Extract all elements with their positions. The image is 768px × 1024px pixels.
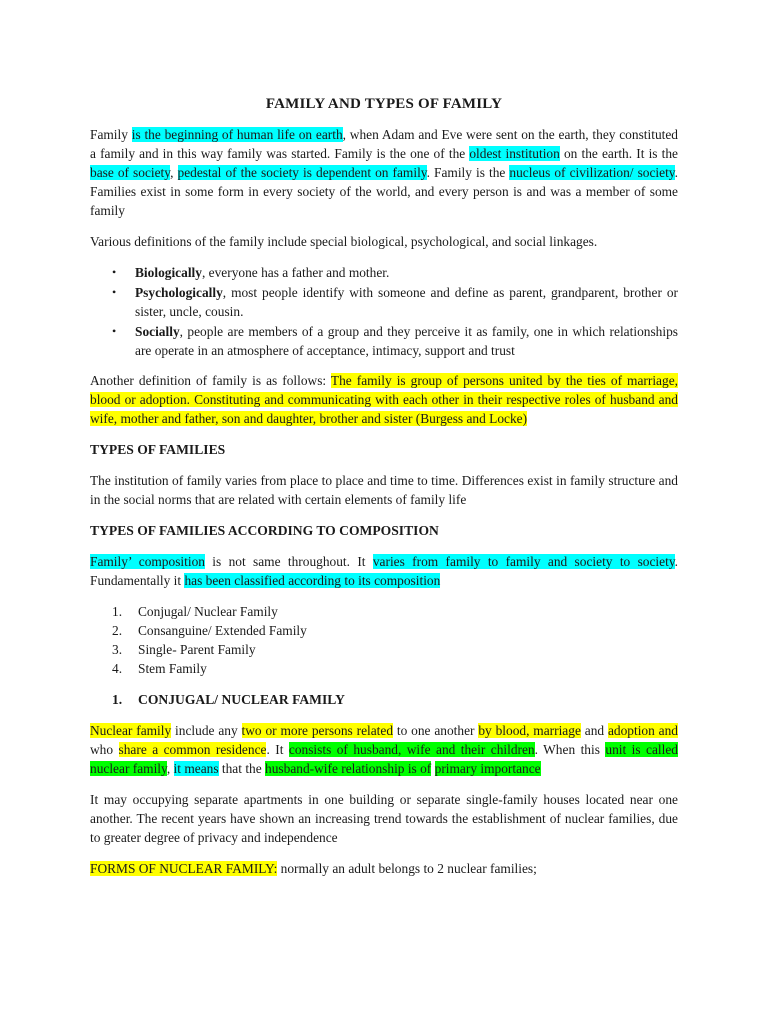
list-label: Single- Parent Family xyxy=(138,642,256,657)
family-types-list xyxy=(90,602,678,678)
document-page xyxy=(90,95,678,890)
list-number: 3. xyxy=(112,642,123,657)
list-item xyxy=(90,322,678,360)
text-run: . Families exist in some form in every society of the world, and every person is and was a member of some family xyxy=(90,165,678,218)
bullet-icon: • xyxy=(112,324,117,338)
text-run: is not same throughout. It xyxy=(204,554,373,569)
text-run: include any xyxy=(171,723,242,738)
highlight-green: primary importance xyxy=(434,761,541,776)
forms-of-nuclear-family-paragraph xyxy=(90,859,678,878)
text-run: normally an adult belongs to 2 nuclear families; xyxy=(277,861,537,876)
composition-paragraph xyxy=(90,552,678,590)
list-label: Conjugal/ Nuclear Family xyxy=(138,604,278,619)
separate-apartments-paragraph: It may occupying separate apartments in one building or separate single-family houses located near one another. The recent years have shown an increasing trend towards the establishment of nuclear families, due to greater degree of privacy and independence xyxy=(90,792,678,845)
bullet-text: , everyone has a father and mother. xyxy=(201,265,390,280)
highlight-cyan: oldest institution xyxy=(469,146,560,161)
highlight-green: unit is called nuclear family xyxy=(90,742,679,776)
bullet-icon: • xyxy=(112,285,117,299)
highlight-cyan: Family’ composition xyxy=(90,554,205,569)
list-item xyxy=(90,602,678,621)
list-item xyxy=(90,640,678,659)
highlight-yellow: FORMS OF NUCLEAR FAMILY: xyxy=(90,861,278,876)
bullet-term: Socially xyxy=(135,324,180,339)
highlight-yellow: two or more persons related xyxy=(241,723,394,738)
highlight-cyan: is the beginning of human life on earth xyxy=(131,127,343,142)
highlight-cyan: pedestal of the society is dependent on family xyxy=(177,165,427,180)
composition-heading: TYPES OF FAMILIES ACCORDING TO COMPOSITION xyxy=(90,523,439,538)
list-label: Consanguine/ Extended Family xyxy=(138,623,307,638)
definitions-intro: Various definitions of the family include special biological, psychological, and social linkages. xyxy=(90,234,598,249)
text-run: and xyxy=(580,723,608,738)
list-item xyxy=(90,659,678,678)
definitions-list xyxy=(90,263,678,360)
text-run: , when Adam and Eve were sent on the earth, they constituted a family and in this way family was started. Family is the one of the xyxy=(90,127,678,161)
highlight-cyan: has been classified according to its composition xyxy=(184,573,441,588)
highlight-green: consists of husband, wife and their children xyxy=(288,742,535,757)
text-run: to one another xyxy=(393,723,479,738)
highlight-yellow: by blood, marriage xyxy=(478,723,581,738)
highlight-yellow: The family is group of persons united by the ties of marriage, blood or adoption. Constituting and communicating with each other in their respective roles of husband and wife, mother and father, son and daughter, brother and sister (Burgess and Locke) xyxy=(90,373,678,426)
highlight-yellow: Nuclear family xyxy=(90,723,172,738)
nuclear-family-paragraph xyxy=(90,721,678,778)
list-item xyxy=(90,263,678,282)
text-run: . It xyxy=(266,742,289,757)
highlight-cyan: nucleus of civilization/ society xyxy=(509,165,675,180)
text-run: . Fundamentally it xyxy=(90,554,678,588)
text-run: that the xyxy=(218,761,266,776)
list-item xyxy=(90,283,678,321)
types-paragraph: The institution of family varies from place to place and time to time. Differences exist in family structure and in the social norms that are related with certain elements of family life xyxy=(90,473,678,507)
list-number: 2. xyxy=(112,623,123,638)
highlight-cyan: varies from family to family and society to society xyxy=(372,554,675,569)
document-title: FAMILY AND TYPES OF FAMILY xyxy=(265,96,503,112)
bullet-term: Psychologically xyxy=(135,285,223,300)
highlight-cyan: it means xyxy=(173,761,219,776)
text-run: Another definition of family is as follows: xyxy=(90,373,331,388)
text-run: . When this xyxy=(534,742,606,757)
list-number: 1. xyxy=(112,604,123,619)
text-run: . Family is the xyxy=(426,165,510,180)
highlight-yellow: adoption and xyxy=(607,723,679,738)
text-run: on the earth. It is the xyxy=(559,146,679,161)
text-run: , xyxy=(166,761,174,776)
types-heading: TYPES OF FAMILIES xyxy=(90,442,226,457)
bullet-text: , most people identify with someone and define as parent, grandparent, brother or sister, uncle, cousin. xyxy=(135,285,678,319)
heading-label: CONJUGAL/ NUCLEAR FAMILY xyxy=(138,692,345,707)
bullet-icon: • xyxy=(112,265,117,279)
text-run: who xyxy=(90,742,119,757)
list-number: 4. xyxy=(112,661,123,676)
bullet-term: Biologically xyxy=(135,265,202,280)
bullet-text: , people are members of a group and they perceive it as family, one in which relationships are operate in an atmosphere of acceptance, intimacy, support and trust xyxy=(135,324,678,358)
list-label: Stem Family xyxy=(138,661,207,676)
text-run: Family xyxy=(90,127,132,142)
text-run: , xyxy=(170,165,178,180)
highlight-cyan: base of society xyxy=(90,165,171,180)
list-item xyxy=(90,621,678,640)
heading-number: 1. xyxy=(112,692,123,707)
highlight-green: husband-wife relationship is of xyxy=(265,761,432,776)
nuclear-family-heading xyxy=(90,690,678,709)
highlight-yellow: share a common residence xyxy=(118,742,267,757)
another-definition-paragraph xyxy=(90,371,678,428)
intro-paragraph xyxy=(90,125,678,220)
